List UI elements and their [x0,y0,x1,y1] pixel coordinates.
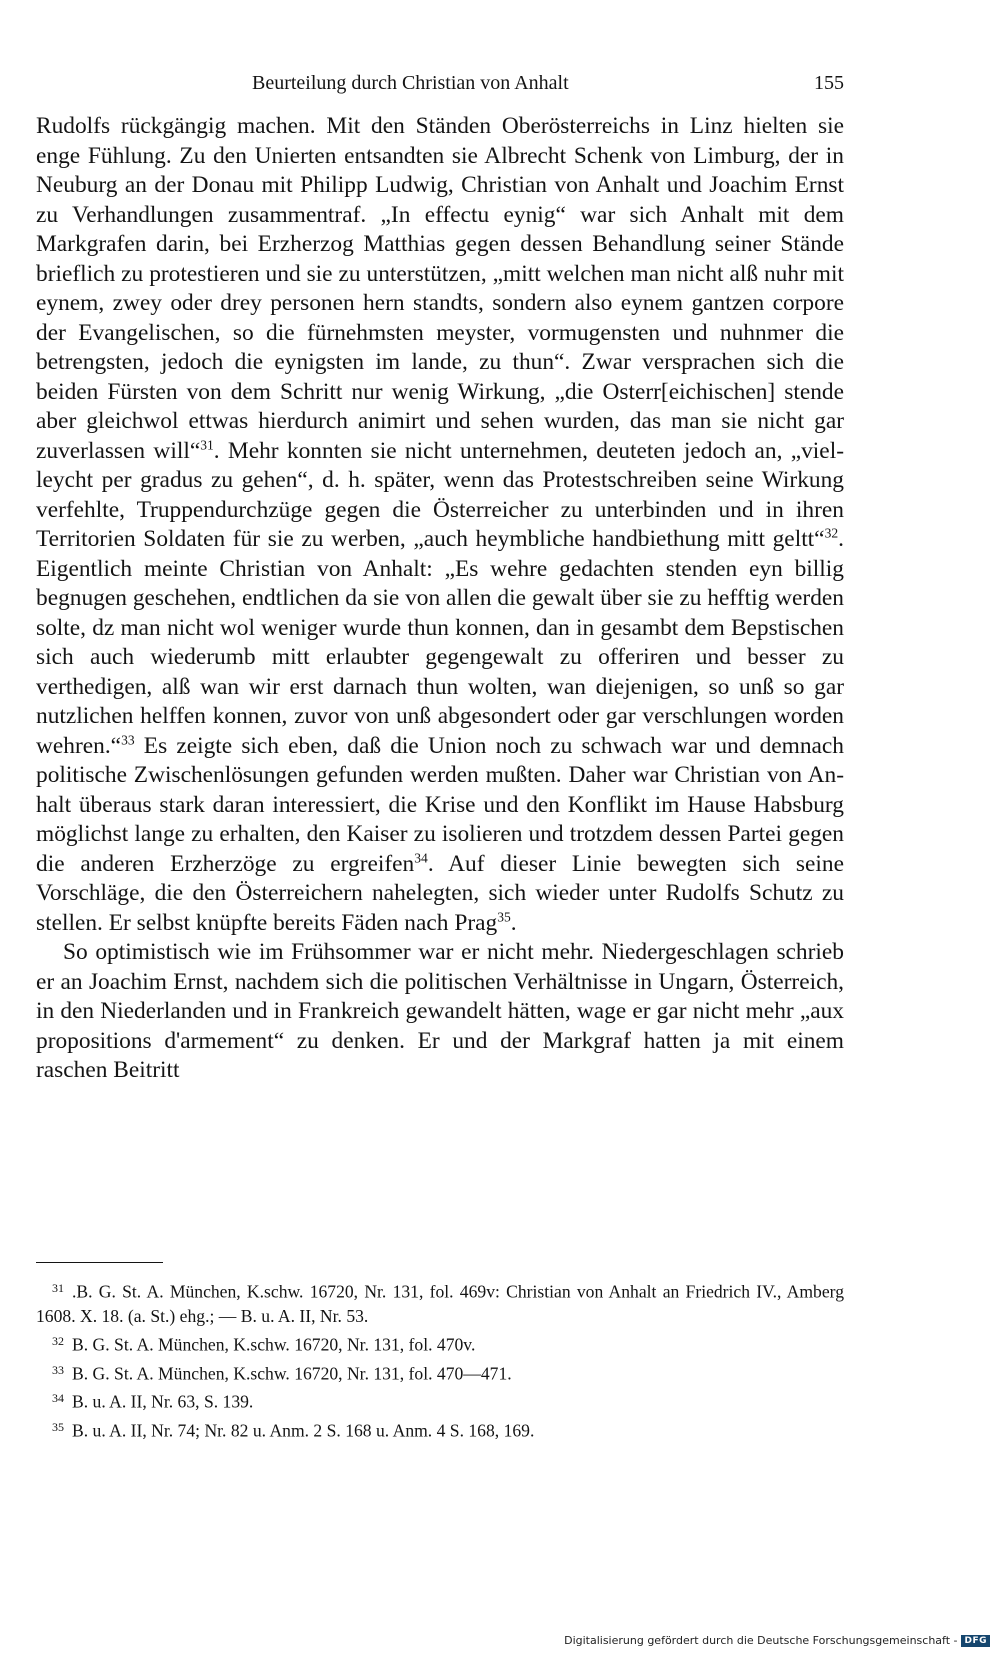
text-run: Rudolfs rückgängig machen. Mit den Ständen Oberösterreichs in Linz hielten sie enge Fühlung. Zu den Unierten entsandten sie Albrecht Schenk von Limburg, der in Neuburg an der Donau mit Philipp Ludwig, Christian von Anhalt und Joachim Ernst zu Verhandlungen zusammentraf. „In effectu eynig“ war sich Anhalt mit dem Markgrafen darin, bei Erzherzog Matthias gegen dessen Behandlung seiner Stände brieflich zu protestieren und sie zu unterstützen, „mitt welchen man nicht alß nuhr mit eynem, zwey oder drey personen hern standts, sondern also eynem gantzen corpore der Evangelischen, so die fürnehmsten meyster, vormugensten und nuhnmer die betrengsten, jedoch die eynigsten im lande, zu thun“. Zwar versprachen sich die beiden Fürsten von dem Schritt nur wenig Wirkung, „die Osterr[eichischen] stende aber gleichwol ettwas hierdurch animirt und sehen wurden, das man sie nicht gar zuverlassen will“ [36,113,844,464]
footnote-text: B. u. A. II, Nr. 63, S. 139. [72,1391,254,1412]
paragraph-2: So optimistisch wie im Frühsommer war er nicht mehr. Niedergeschlagen schrieb er an Joachim Ernst, nachdem sich die politischen Verhältnisse in Ungarn, Österreich, in den Niederlanden und in Frankreich gewandelt hätten, wage er gar nicht mehr „aux propositions d'armement“ zu denken. Er und der Markgraf hatten ja mit einem raschen Beitritt [36,939,844,1083]
footnote-32 [36,1329,844,1357]
text-run: . Eigentlich meinte Christian von Anhalt: „Es wehre gedachten stenden eyn billig begnugen geschehen, endtlichen da sie von allen die gewalt über sie zu hefftig werden solte, dz man nicht wol weniger wurde thun konnen, dan in gesambt dem Bepstischen sich auch wiederumb mitt erlaubter gegengewalt zu offeriren und besser zu verthedigen, alß wan wir erst darnach thun wolten, wan diejenigen, so unß so gar nutzlichen helffen konnen, zuvor von unß abgesondert oder gar verschlungen worden wehren.“ [36,526,844,759]
text-run: . Mehr konnten sie nicht unternehmen, deuteten jedoch an, „vielleycht per gradus zu gehen“, d. h. später, wenn das Protestschreiben seine Wirkung verfehlte, Truppendurchzüge gegen die Österreicher zu unterbinden und in ihren Territorien Soldaten für sie zu werben, „auch heymbliche handbiethung mitt geltt“ [36,437,844,552]
footnote-34 [36,1386,844,1414]
footnotes [36,1276,844,1443]
text-run: . [510,909,517,936]
text-run: Es zeigte sich eben, daß die Union noch zu schwach war und demnach politische Zwischenlösungen gefunden werden mußten. Daher war Christian von Anhalt überaus stark daran interessiert, die Krise und den Konflikt im Hause Habsburg möglichst lange zu erhalten, den Kaiser zu isolieren und trotzdem dessen Partei gegen die anderen Erzherzöge zu ergreifen [36,732,844,877]
text-run: . Auf dieser Linie bewegten sich seine Vorschläge, die den Österreichern nahelegten, sich wieder unter Rudolfs Schutz zu stellen. Er selbst knüpfte bereits Fäden nach Prag [36,850,844,936]
page-number: 155 [814,72,844,94]
credit-text: Digitalisierung gefördert durch die Deutsche Forschungsgemeinschaft - [564,1634,958,1647]
digitization-credit [564,1634,990,1647]
footnote-divider [36,1262,163,1263]
footnote-number: 33 [52,1362,64,1377]
footnote-ref-31: 31 [200,437,214,453]
footnote-33 [36,1358,844,1386]
footnote-ref-34: 34 [414,850,428,866]
footnote-35 [36,1415,844,1443]
footnote-number: 31 [52,1281,64,1295]
footnote-ref-35: 35 [497,909,511,925]
footnote-ref-33: 33 [121,732,135,748]
running-head [36,68,844,98]
footnote-number: 32 [52,1334,64,1349]
running-title: Beurteilung durch Christian von Anhalt [252,72,569,94]
dfg-logo: DFG [961,1635,990,1647]
footnote-ref-32: 32 [824,525,839,541]
footnote-text: B. G. St. A. München, K.schw. 16720, Nr. 131, fol. 470—471. [72,1363,512,1384]
footnote-number: 34 [52,1391,64,1406]
paragraph-1 [36,112,844,938]
footnote-number: 35 [52,1419,64,1434]
footnote-text: .B. G. St. A. München, K.schw. 16720, Nr. 131, fol. 469v: Christian von Anhalt an Friedrich IV., Amberg 1608. X. 18. (a. St.) ehg.; — B. u. A. II, Nr. 53. [36,1281,844,1327]
footnote-text: B. u. A. II, Nr. 74; Nr. 82 u. Anm. 2 S. 168 u. Anm. 4 S. 168, 169. [72,1419,535,1440]
body-text [36,112,844,1086]
footnote-31 [36,1276,844,1329]
footnote-text: B. G. St. A. München, K.schw. 16720, Nr. 131, fol. 470v. [72,1334,476,1355]
